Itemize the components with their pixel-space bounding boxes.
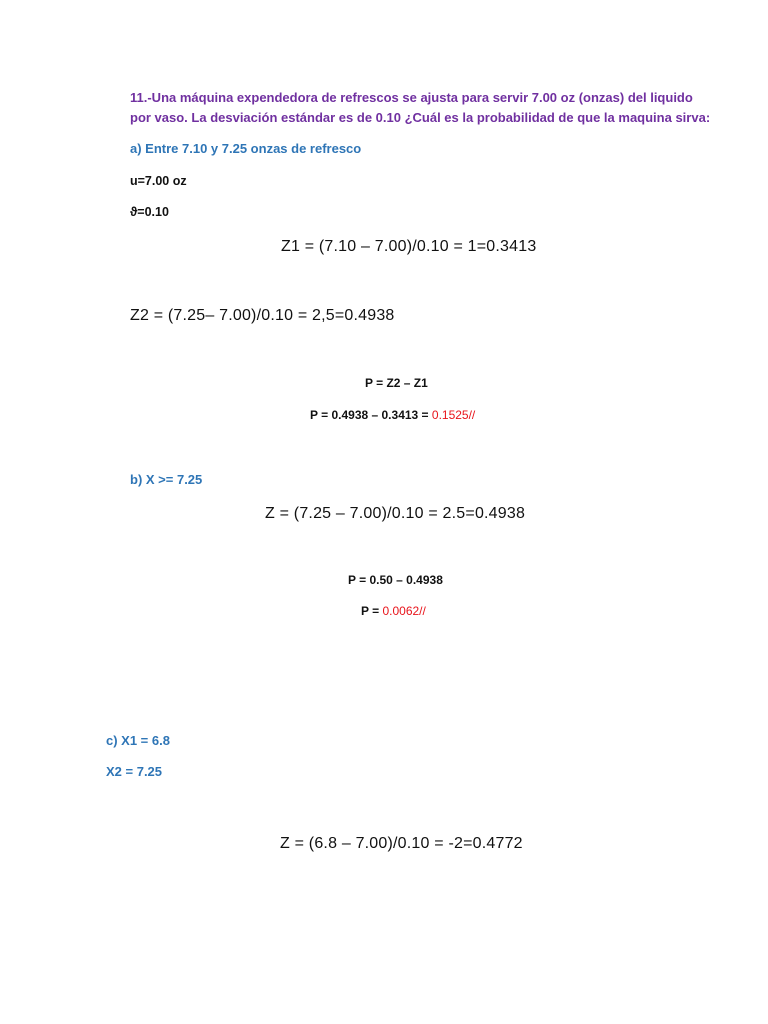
z-equation-b: Z = (7.25 – 7.00)/0.10 = 2.5=0.4938 (265, 505, 526, 522)
probability-label-b: P = (361, 604, 383, 618)
part-a-heading: a) Entre 7.10 y 7.25 onzas de refresco (130, 141, 362, 156)
probability-line-b (361, 605, 426, 617)
probability-result-a: 0.1525// (431, 408, 476, 422)
problem-statement-line-1: 11.-Una máquina expendedora de refrescos se ajusta para servir 7.00 oz (onzas) del liquido (130, 90, 693, 105)
problem-statement-line-2: por vaso. La desviación estándar es de 0.10 ¿Cuál es la probabilidad de que la maquina sirva: (130, 110, 711, 125)
std-dev-value: ϑ=0.10 (130, 205, 169, 219)
z2-equation: Z2 = (7.25– 7.00)/0.10 = 2,5=0.4938 (130, 307, 395, 324)
probability-calculation-a (310, 409, 475, 421)
part-b-heading: b) X >= 7.25 (130, 472, 203, 487)
probability-formula: P = Z2 – Z1 (365, 376, 428, 390)
probability-result-b: 0.0062// (382, 604, 426, 618)
probability-calculation-a-text: P = 0.4938 – 0.3413 = (310, 408, 432, 422)
part-c-heading: c) X1 = 6.8 (106, 733, 170, 748)
part-c-x2: X2 = 7.25 (106, 764, 163, 779)
z1-equation: Z1 = (7.10 – 7.00)/0.10 = 1=0.3413 (281, 238, 537, 255)
probability-calculation-b: P = 0.50 – 0.4938 (348, 573, 443, 587)
mean-value: u=7.00 oz (130, 174, 187, 188)
z-equation-c: Z = (6.8 – 7.00)/0.10 = -2=0.4772 (280, 835, 523, 852)
